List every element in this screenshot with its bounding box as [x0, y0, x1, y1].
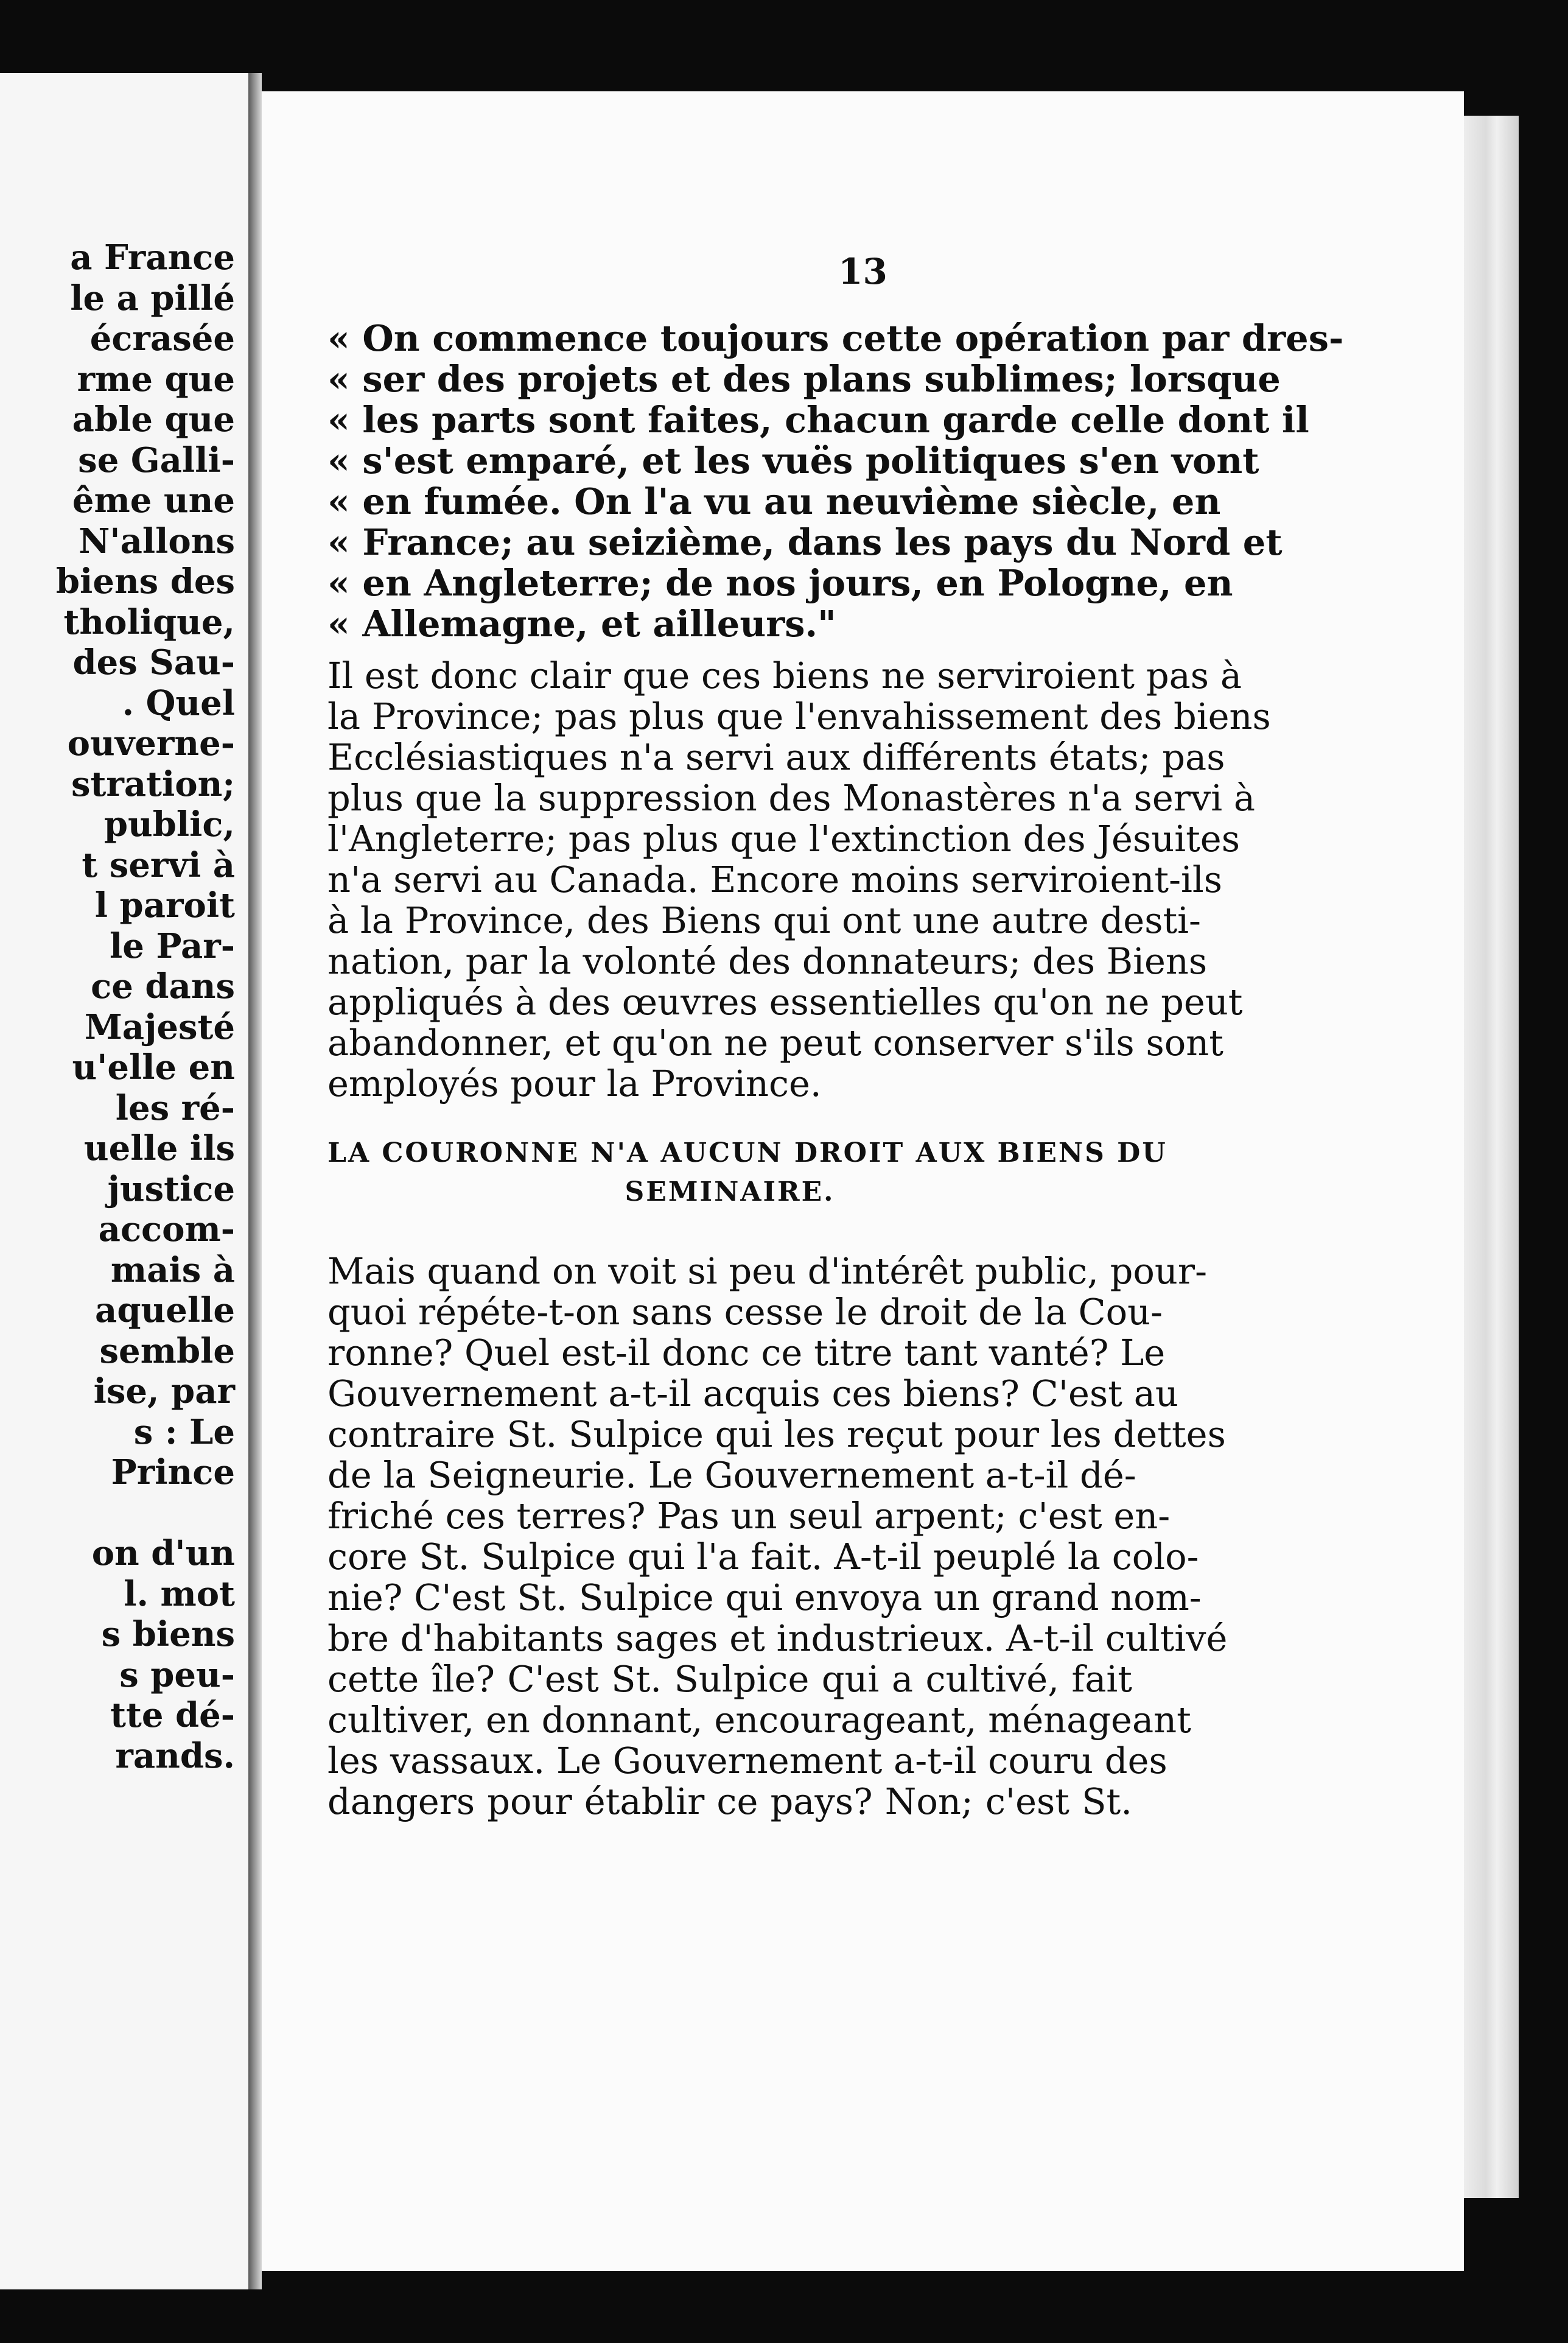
paragraph-line: ronne? Quel est-il donc ce titre tant vanté? Le: [327, 1332, 1166, 1374]
paragraph-line: Gouvernement a-t-il acquis ces biens? C'est au: [327, 1372, 1178, 1414]
right-page: [262, 91, 1464, 2271]
paragraph-line: nie? C'est St. Sulpice qui envoya un grand nom-: [327, 1576, 1202, 1618]
left-page-line: a France: [70, 237, 235, 278]
left-page-line: uelle ils: [83, 1128, 235, 1168]
paragraph-line: l'Angleterre; pas plus que l'extinction des Jésuites: [327, 818, 1240, 860]
quote-line: « On commence toujours cette opération par dres-: [327, 317, 1344, 359]
quote-line: « ser des projets et des plans sublimes; lorsque: [327, 358, 1281, 400]
left-page-line: s : Le: [133, 1411, 235, 1452]
paragraph-line: Ecclésiastiques n'a servi aux différents états; pas: [327, 736, 1225, 778]
paragraph-line: cultiver, en donnant, encourageant, ménageant: [327, 1699, 1191, 1741]
left-page-line: ouverne-: [67, 723, 235, 764]
left-page-line: mais à: [110, 1249, 235, 1290]
paragraph-line: friché ces terres? Pas un seul arpent; c'est en-: [327, 1495, 1171, 1537]
left-page-line: stration;: [71, 764, 235, 804]
left-page-line: Prince: [111, 1452, 235, 1492]
left-page: [0, 73, 252, 2289]
left-page-line: accom-: [98, 1209, 235, 1249]
paragraph-line: cette île? C'est St. Sulpice qui a cultivé, fait: [327, 1658, 1132, 1700]
page-edge: [1464, 116, 1519, 2198]
paragraph-line: n'a servi au Canada. Encore moins serviroient-ils: [327, 859, 1223, 901]
book-gutter: [248, 73, 262, 2289]
section-heading: [327, 1134, 1167, 1212]
left-page-line: des Sau-: [72, 642, 235, 683]
paragraph-line: appliqués à des œuvres essentielles qu'on ne peut: [327, 981, 1243, 1023]
left-page-line: u'elle en: [72, 1047, 235, 1087]
quote-line: « en fumée. On l'a vu au neuvième siècle, en: [327, 480, 1221, 522]
left-page-line: N'allons: [79, 521, 235, 561]
paragraph-line: de la Seigneurie. Le Gouvernement a-t-il dé-: [327, 1454, 1136, 1496]
quote-line: « s'est emparé, et les vuës politiques s'en vont: [327, 440, 1259, 482]
paragraph-1: [327, 655, 1271, 1105]
left-page-line: tholique,: [63, 602, 235, 642]
left-page-line: écrasée: [89, 318, 235, 359]
paragraph-2: [327, 1250, 1228, 1822]
left-page-line: le Par-: [109, 926, 235, 966]
paragraph-line: la Province; pas plus que l'envahissement des biens: [327, 695, 1271, 737]
section-heading-line-1: LA COURONNE N'A AUCUN DROIT AUX BIENS DU: [327, 1137, 1167, 1168]
paragraph-line: plus que la suppression des Monastères n'a servi à: [327, 777, 1256, 819]
left-page-line: l paroit: [94, 885, 235, 926]
paragraph-line: Il est donc clair que ces biens ne serviroient pas à: [327, 655, 1242, 697]
paragraph-line: core St. Sulpice qui l'a fait. A-t-il peuplé la colo-: [327, 1536, 1199, 1578]
quotation-block: [327, 317, 1344, 645]
left-page-line: ise, par: [93, 1371, 235, 1411]
left-page-line: aquelle: [95, 1290, 235, 1330]
paragraph-line: employés pour la Province.: [327, 1063, 822, 1105]
quote-line: « en Angleterre; de nos jours, en Pologne, en: [327, 562, 1233, 604]
left-page-line: l. mot: [124, 1573, 235, 1614]
paragraph-line: à la Province, des Biens qui ont une autre desti-: [327, 899, 1201, 941]
left-page-line: public,: [103, 804, 235, 845]
left-page-line: s peu-: [119, 1654, 235, 1695]
left-page-line: Majesté: [84, 1006, 235, 1047]
left-page-line: rands.: [115, 1735, 235, 1776]
paragraph-line: Mais quand on voit si peu d'intérêt public, pour-: [327, 1250, 1208, 1292]
left-page-line: le a pillé: [70, 278, 235, 318]
left-page-line: les ré-: [115, 1087, 235, 1128]
left-page-line: t servi à: [82, 845, 235, 885]
paragraph-line: abandonner, et qu'on ne peut conserver s'ils sont: [327, 1022, 1223, 1064]
paragraph-line: quoi répéte-t-on sans cesse le droit de la Cou-: [327, 1291, 1163, 1333]
left-page-line: biens des: [55, 561, 235, 602]
section-heading-line-2: SEMINAIRE.: [625, 1176, 835, 1207]
left-page-line: tte dé-: [110, 1695, 235, 1735]
left-page-line: ême une: [72, 480, 235, 521]
paragraph-line: nation, par la volonté des donnateurs; des Biens: [327, 940, 1208, 982]
left-page-line: ce dans: [91, 966, 235, 1006]
left-page-line: able que: [72, 399, 235, 440]
left-page-line: se Galli-: [78, 440, 235, 480]
page-number: 13: [838, 251, 887, 292]
left-page-line: semble: [99, 1330, 235, 1371]
paragraph-line: bre d'habitants sages et industrieux. A-t-il cultivé: [327, 1617, 1228, 1659]
left-page-line: on d'un: [91, 1533, 235, 1573]
quote-line: « Allemagne, et ailleurs.": [327, 603, 836, 645]
paragraph-line: contraire St. Sulpice qui les reçut pour les dettes: [327, 1413, 1226, 1455]
left-page-line: s biens: [101, 1614, 235, 1654]
left-page-line: justice: [107, 1168, 235, 1209]
quote-line: « France; au seizième, dans les pays du Nord et: [327, 521, 1283, 563]
paragraph-line: les vassaux. Le Gouvernement a-t-il couru des: [327, 1740, 1167, 1782]
quote-line: « les parts sont faites, chacun garde celle dont il: [327, 399, 1309, 441]
left-page-line: rme que: [77, 359, 235, 399]
left-page-line: . Quel: [122, 683, 235, 723]
paragraph-line: dangers pour établir ce pays? Non; c'est St.: [327, 1780, 1132, 1822]
